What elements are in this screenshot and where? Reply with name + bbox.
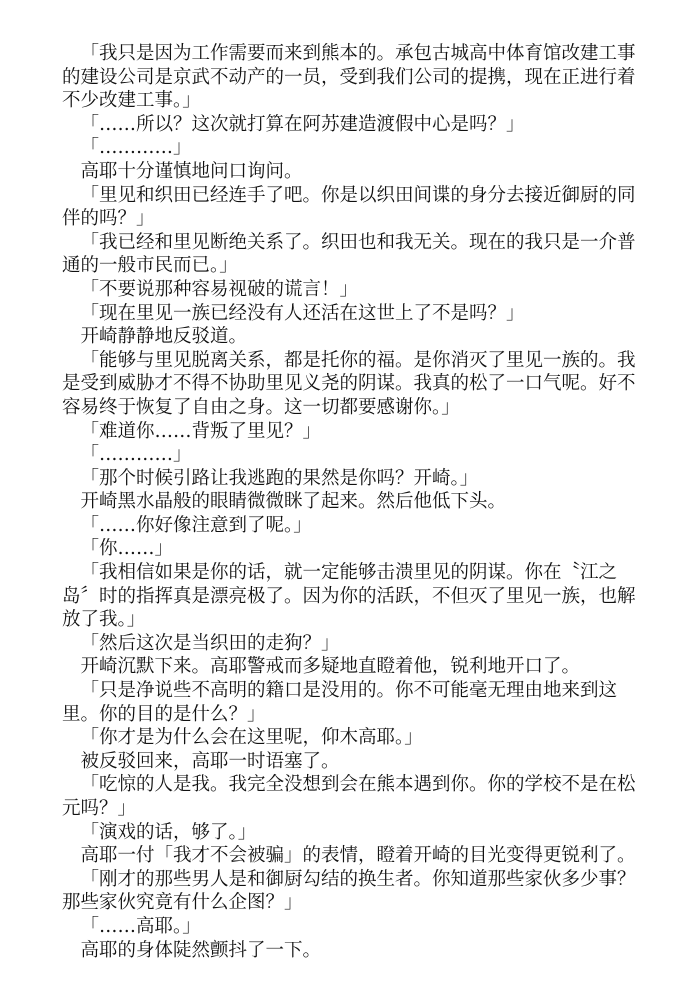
paragraph: 「我只是因为工作需要而来到熊本的。承包古城高中体育馆改建工事的建设公司是京武不动产的一员，受到我们公司的提携，现在正进行着不少改建工事。」 bbox=[62, 43, 636, 112]
paragraph: 「现在里见一族已经没有人还活在这世上了不是吗？」 bbox=[80, 302, 525, 324]
paragraph: 「…………」 bbox=[80, 137, 192, 159]
paragraph: 高耶一付「我才不会被骗」的表情，瞪着开崎的目光变得更锐利了。 bbox=[80, 845, 636, 867]
paragraph: 开崎黑水晶般的眼睛微微眯了起来。然后他低下头。 bbox=[80, 491, 507, 513]
paragraph: 「能够与里见脱离关系，都是托你的福。是你消灭了里见一族的。我是受到威胁才不得不协助里见义尧的阴谋。我真的松了一口气呢。好不容易终于恢复了自由之身。这一切都要感谢你。」 bbox=[62, 349, 636, 418]
paragraph: 被反驳回来，高耶一时语塞了。 bbox=[80, 750, 340, 772]
paragraph: 「我已经和里见断绝关系了。织田也和我无关。现在的我只是一介普通的一般市民而已。」 bbox=[62, 231, 636, 277]
paragraph: 「难道你……背叛了里见？」 bbox=[80, 420, 322, 442]
paragraph: 「吃惊的人是我。我完全没想到会在熊本遇到你。你的学校不是在松元吗？」 bbox=[62, 774, 636, 819]
paragraph: 「……你好像注意到了呢。」 bbox=[80, 514, 312, 536]
paragraph: 「然后这次是当织田的走狗？」 bbox=[80, 632, 340, 654]
paragraph: 开崎静静地反驳道。 bbox=[80, 326, 248, 348]
paragraph: 「那个时候引路让我逃跑的果然是你吗？开崎。」 bbox=[80, 467, 479, 489]
paragraph: 「你……」 bbox=[80, 538, 174, 560]
paragraph: 「刚才的那些男人是和御厨勾结的换生者。你知道那些家伙多少事？那些家伙究竟有什么企图？」 bbox=[62, 868, 636, 914]
paragraph: 「只是净说些不高明的籍口是没用的。你不可能毫无理由地来到这里。你的目的是什么？」 bbox=[62, 680, 618, 725]
paragraph: 「…………」 bbox=[80, 444, 192, 466]
paragraph: 高耶十分谨慎地问口询问。 bbox=[80, 160, 303, 182]
paragraph: 「……高耶。」 bbox=[80, 915, 201, 937]
paragraph: 开崎沉默下来。高耶警戒而多疑地直瞪着他，锐利地开口了。 bbox=[80, 656, 581, 678]
paragraph: 高耶的身体陡然颤抖了一下。 bbox=[80, 939, 322, 961]
paragraph: 「你才是为什么会在这里呢，仰木高耶。」 bbox=[80, 727, 423, 749]
paragraph: 「演戏的话，够了。」 bbox=[80, 821, 257, 843]
paragraph: 「里见和织田已经连手了吧。你是以织田间谍的身分去接近御厨的同伴的吗？」 bbox=[62, 184, 636, 230]
paragraph: 「我相信如果是你的话，就一定能够击溃里见的阴谋。你在〝江之岛〞时的指挥真是漂亮极了。因为你的活跃，不但灭了里见一族，也解放了我。」 bbox=[62, 562, 636, 631]
paragraph: 「……所以？这次就打算在阿苏建造渡假中心是吗？」 bbox=[80, 113, 525, 135]
paragraph: 「不要说那种容易视破的谎言！」 bbox=[80, 278, 359, 300]
